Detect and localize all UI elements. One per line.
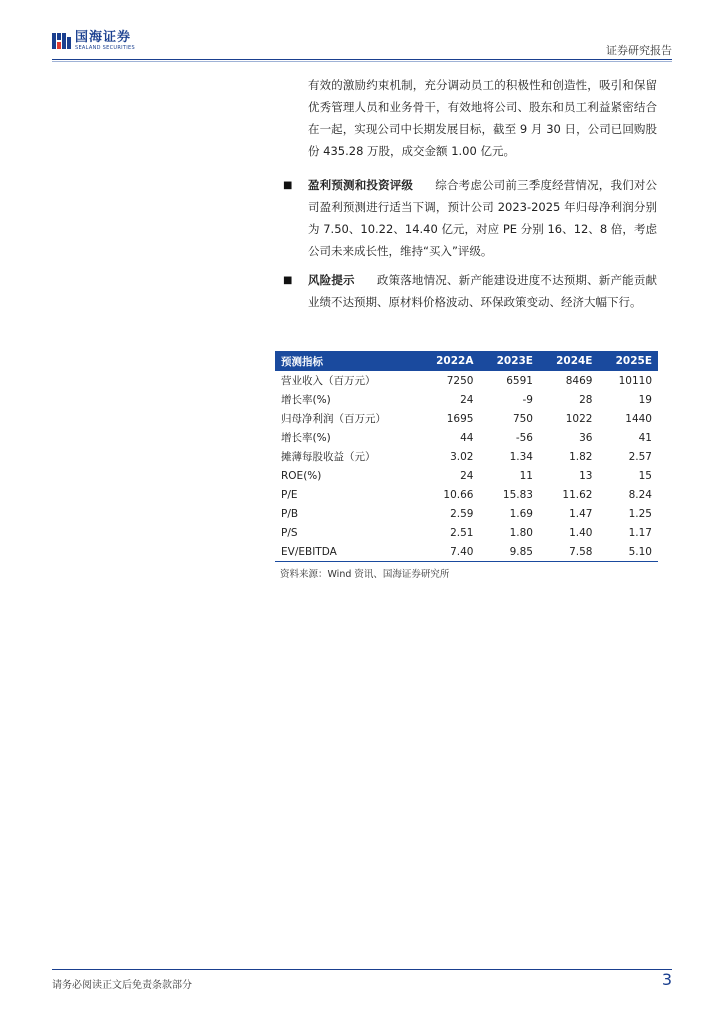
value-cell: 1.80 [509, 526, 533, 539]
value-cell: 44 [460, 431, 474, 444]
row-label-cell: 归母净利润（百万元） [281, 413, 386, 425]
value-cell: 10110 [618, 374, 652, 387]
forecast-heading: 盈利预测和投资评级 [308, 178, 414, 192]
value-cell: 8469 [565, 374, 593, 387]
table-row [275, 466, 658, 485]
row-label-cell: P/B [281, 507, 299, 520]
value-cell: 36 [579, 431, 593, 444]
table-row [275, 542, 658, 562]
logo-chinese-name: 国海证券 [75, 30, 132, 45]
value-cell: 10.66 [443, 488, 474, 501]
value-cell: 1.69 [509, 507, 533, 520]
forecast-paragraph [308, 174, 657, 262]
footer-disclaimer: 请务必阅读正文后免责条款部分 [52, 980, 192, 991]
value-cell: 15.83 [502, 488, 533, 501]
value-cell: 9.85 [479, 542, 539, 562]
sealand-logo-icon [52, 31, 72, 51]
value-cell: 41 [638, 431, 652, 444]
row-label-cell: P/S [281, 526, 298, 539]
value-cell: 750 [512, 412, 533, 425]
risk-heading: 风险提示 [308, 273, 355, 287]
table-row [275, 371, 658, 390]
value-cell: 1.82 [569, 450, 593, 463]
value-cell: 7250 [446, 374, 474, 387]
value-cell: 1.47 [569, 507, 593, 520]
table-header-cell: 预测指标 [275, 351, 419, 371]
risk-body: 政策落地情况、新产能建设进度不达预期、新产能贡献业绩不达预期、原材料价格波动、环保政策变动、经济大幅下行。 [308, 273, 658, 309]
logo-english-name: SEALAND SECURITIES [75, 45, 135, 51]
bullet-forecast: ■ [283, 180, 293, 191]
table-header-cell: 2023E [479, 351, 539, 371]
incentive-paragraph: 有效的激励约束机制，充分调动员工的积极性和创造性，吸引和保留优秀管理人员和业务骨干，有效地将公司、股东和员工利益紧密结合在一起，实现公司中长期发展目标，截至 9 月 30 日，公司已回购股份 435.28 万股，成交金额 1.00 亿元。 [308, 78, 657, 158]
table-row [275, 390, 658, 409]
report-type-label: 证券研究报告 [606, 44, 672, 57]
row-label-cell: 增长率(%) [281, 394, 331, 406]
table-row [275, 409, 658, 428]
row-label-cell: ROE(%) [281, 469, 322, 482]
value-cell: 15 [638, 469, 652, 482]
value-cell: 2.59 [450, 507, 474, 520]
header-divider-secondary [52, 61, 672, 62]
value-cell: 1695 [446, 412, 474, 425]
value-cell: 11 [519, 469, 533, 482]
row-label-cell: 摊薄每股收益（元） [281, 451, 376, 463]
value-cell: 13 [579, 469, 593, 482]
value-cell: 11.62 [562, 488, 593, 501]
value-cell: 2.51 [450, 526, 474, 539]
sealand-logo [52, 31, 135, 51]
page-number: 3 [661, 970, 672, 989]
table-row [275, 504, 658, 523]
row-label-cell: 增长率(%) [281, 432, 331, 444]
row-label-cell: EV/EBITDA [275, 542, 419, 562]
value-cell: 24 [460, 469, 474, 482]
value-cell: 3.02 [450, 450, 474, 463]
value-cell: 24 [460, 393, 474, 406]
value-cell: 1440 [625, 412, 652, 425]
forecast-body: 综合考虑公司前三季度经营情况，我们对公司盈利预测进行适当下调，预计公司 2023-2025 年归母净利润分别为 7.50、10.22、14.40 亿元，对应 PE 分别 16、12、8 倍，考虑公司未来成长性，维持“买入”评级。 [308, 178, 658, 258]
value-cell: 6591 [506, 374, 533, 387]
header-divider [52, 59, 672, 60]
value-cell: 5.10 [598, 542, 658, 562]
value-cell: 28 [579, 393, 593, 406]
value-cell: 7.40 [419, 542, 480, 562]
table-header-cell: 2024E [539, 351, 599, 371]
value-cell: 19 [638, 393, 652, 406]
table-source: 资料来源：Wind 资讯、国海证券研究所 [280, 569, 450, 580]
table-row [275, 485, 658, 504]
row-label-cell: P/E [281, 488, 298, 501]
page-header [0, 0, 724, 62]
risk-paragraph [308, 269, 657, 313]
value-cell: 1.40 [569, 526, 593, 539]
table-row [275, 523, 658, 542]
table-row [275, 447, 658, 466]
value-cell: 8.24 [628, 488, 652, 501]
value-cell: 1.17 [628, 526, 652, 539]
value-cell: 1.25 [628, 507, 652, 520]
footer-divider [52, 969, 672, 970]
value-cell: 7.58 [539, 542, 599, 562]
table-header-cell: 2022A [419, 351, 480, 371]
forecast-table [275, 351, 658, 562]
table-header-row [275, 351, 658, 371]
bullet-risk: ■ [283, 275, 293, 286]
row-label-cell: 营业收入（百万元） [281, 375, 376, 387]
value-cell: 1022 [565, 412, 593, 425]
value-cell: -56 [515, 431, 533, 444]
table-body [275, 371, 658, 562]
table-header-cell: 2025E [598, 351, 658, 371]
value-cell: 1.34 [509, 450, 533, 463]
value-cell: -9 [522, 393, 533, 406]
table-row [275, 428, 658, 447]
value-cell: 2.57 [628, 450, 652, 463]
